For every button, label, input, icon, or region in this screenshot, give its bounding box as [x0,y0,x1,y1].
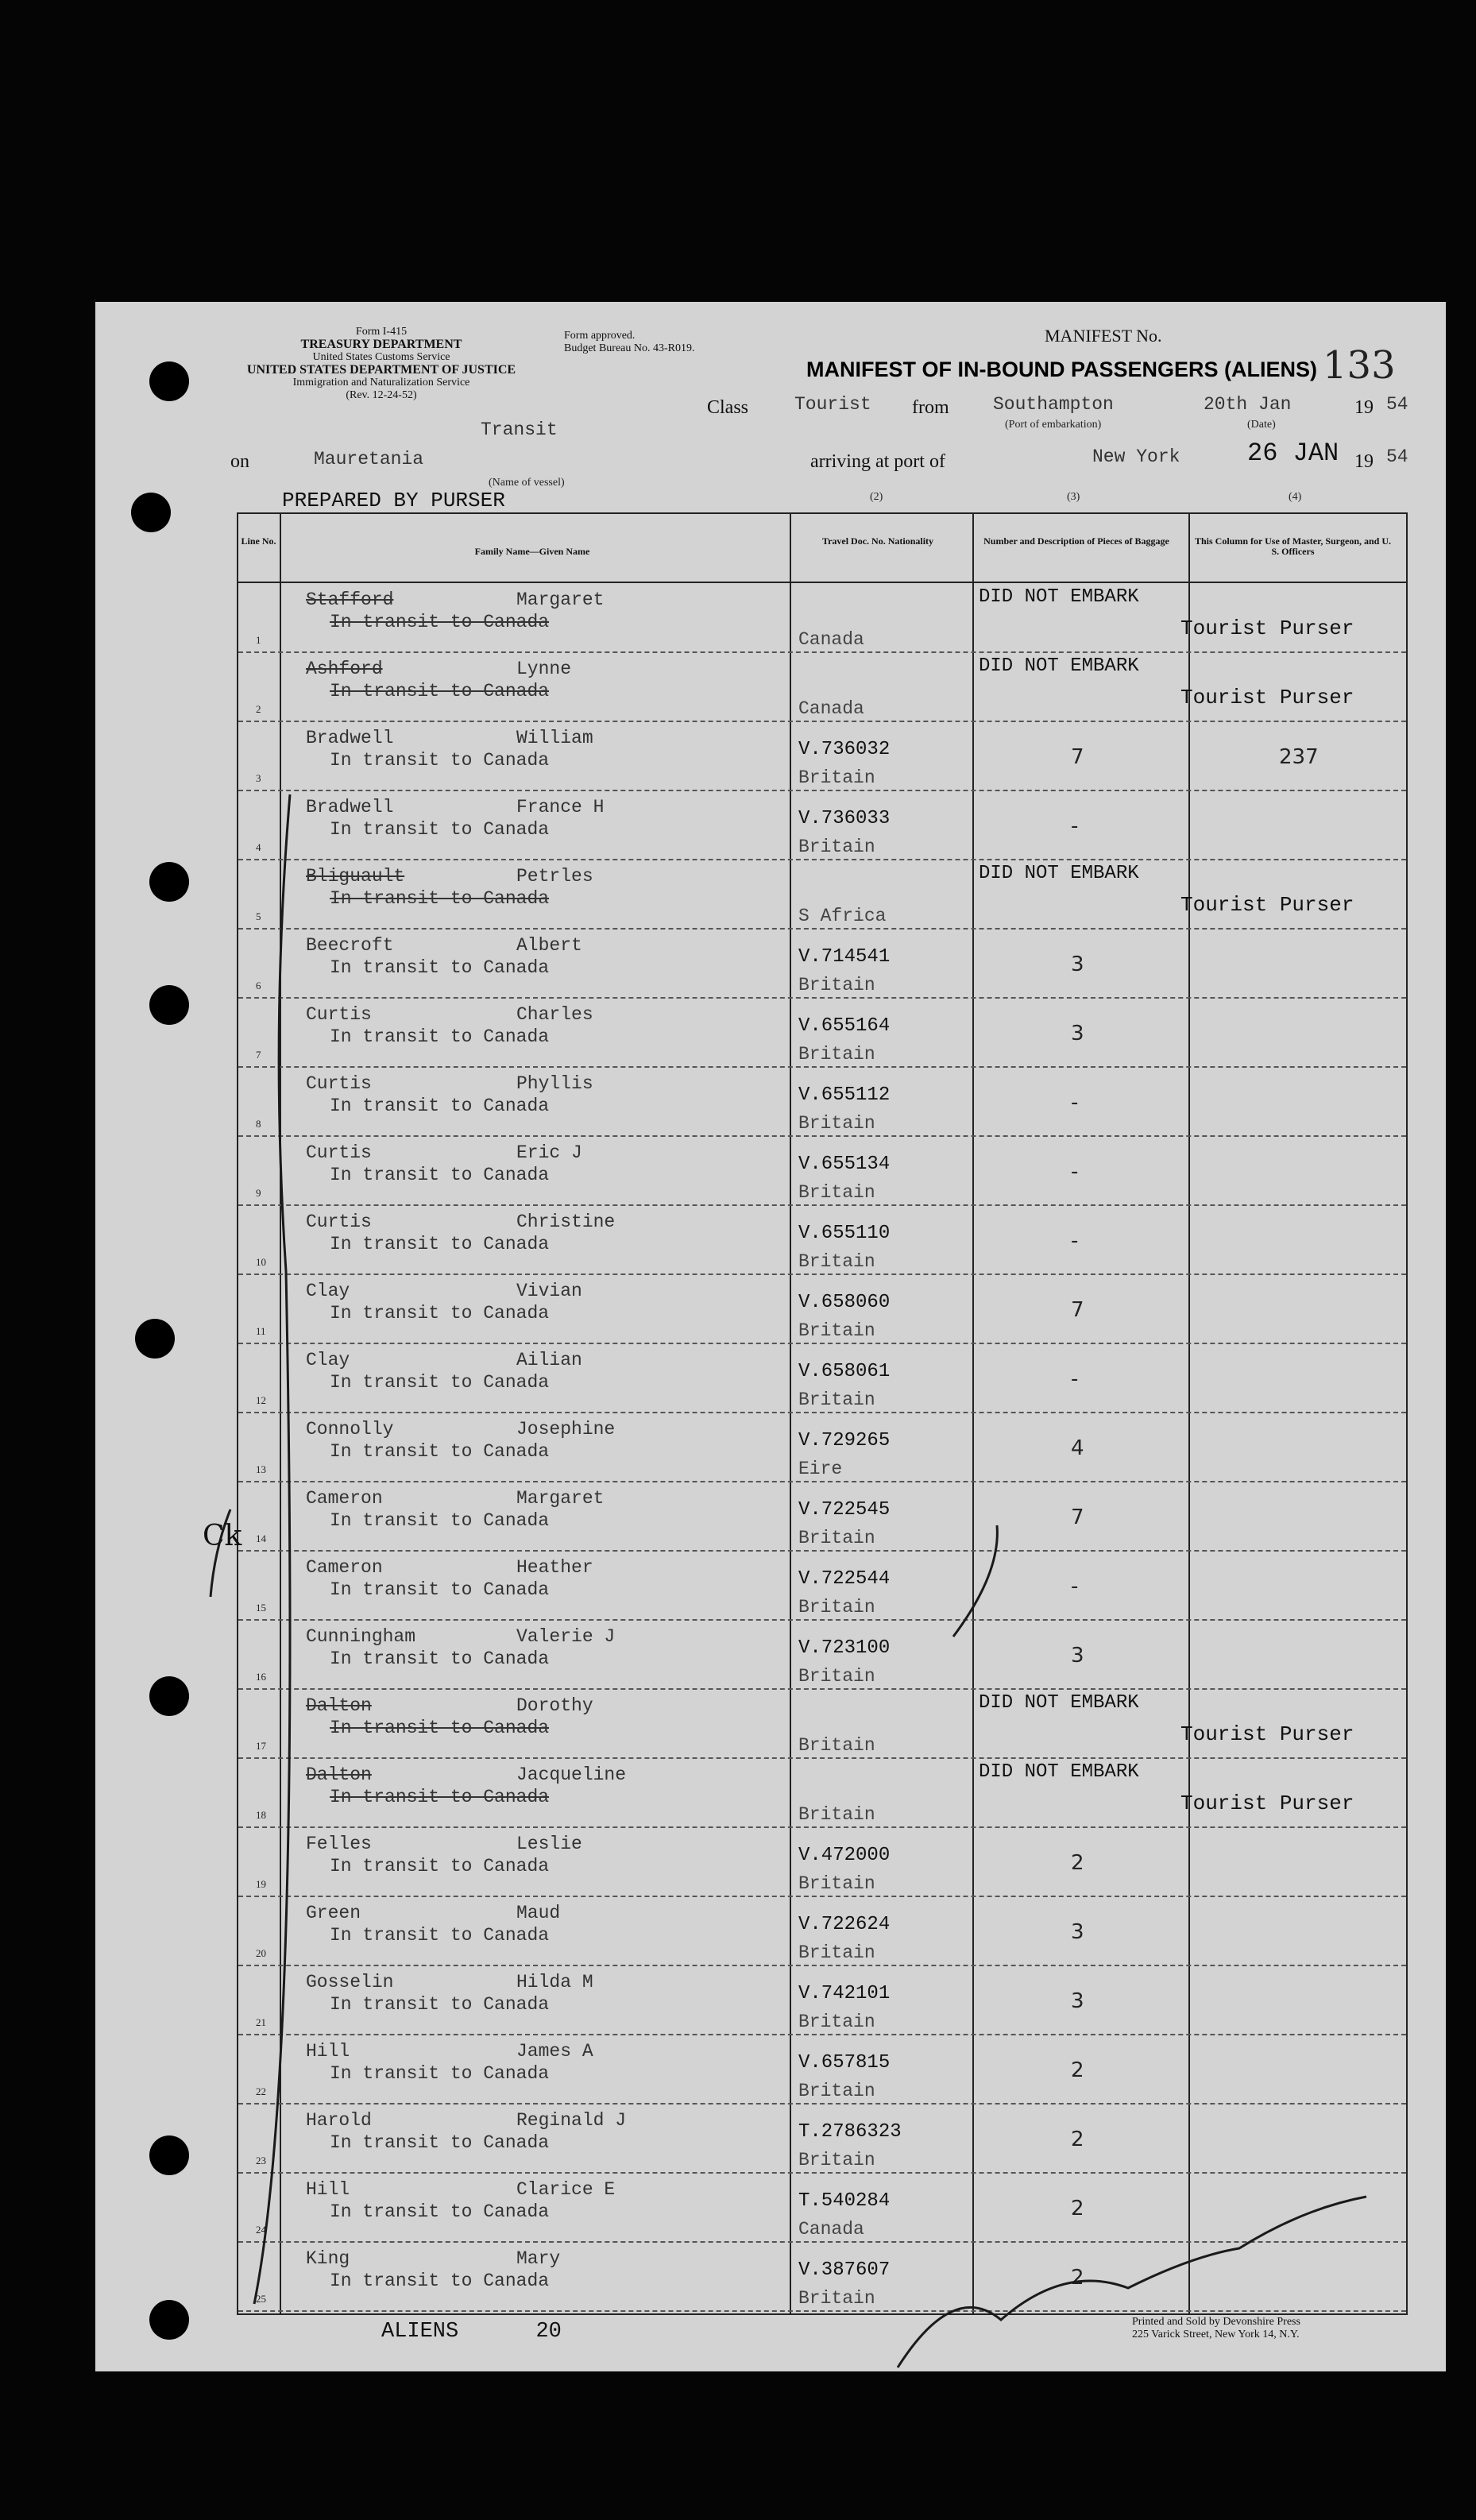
given-name: Valerie J [516,1626,616,1647]
vessel-name: Mauretania [314,449,424,470]
did-not-embark: DID NOT EMBARK [979,1692,1139,1714]
table-row [238,1551,1406,1619]
nationality: S Africa [798,906,887,926]
officer-note: Tourist Purser [1180,893,1354,917]
did-not-embark: DID NOT EMBARK [979,863,1139,884]
transit-note: In transit to Canada [330,1856,550,1876]
family-name: Bradwell [306,797,394,817]
transit-note: In transit to Canada [330,1234,550,1254]
nationality: Canada [798,698,864,719]
given-name: Eric J [516,1142,582,1163]
table-row [238,1205,1406,1274]
col-header-name: Family Name—Given Name [474,546,590,557]
family-name: Felles [306,1834,372,1854]
family-name: Clay [306,1350,350,1370]
given-name: Josephine [516,1419,616,1440]
col-header-doc: Travel Doc. No. Nationality [821,535,934,547]
ck-mark: Ck [203,1520,242,1552]
year-prefix: 19 [1354,397,1374,418]
nationality: Britain [798,2150,875,2170]
travel-doc-number: V.387607 [798,2259,891,2281]
arrival-port: New York [1092,446,1180,467]
travel-doc-number: T.2786323 [798,2121,902,2143]
given-name: Jacqueline [516,1764,627,1785]
baggage-count: 2 [1071,2197,1084,2220]
binder-hole [135,1319,175,1359]
column-number-4: (4) [1289,491,1302,503]
nationality: Britain [798,2081,875,2101]
line-number: 5 [256,910,261,922]
given-name: Mary [516,2248,561,2269]
line-number: 1 [256,634,261,646]
nationality: Canada [798,629,864,650]
given-name: William [516,728,593,748]
nationality: Britain [798,1666,875,1687]
baggage-count: - [1071,1575,1079,1598]
officer-note: Tourist Purser [1180,1722,1354,1746]
table-row [238,1827,1406,1896]
arriving-label: arriving at port of [810,451,945,472]
transit-note: In transit to Canada [330,1648,550,1669]
col-header-officers: This Column for Use of Master, Surgeon, and U. S. Officers [1194,535,1392,557]
family-name: Connolly [306,1419,394,1440]
family-name: King [306,2248,350,2269]
transit-note: In transit to Canada [330,750,550,771]
given-name: Margaret [516,1488,605,1509]
given-name: Petrles [516,866,593,887]
line-number: 12 [256,1394,266,1406]
given-name: Reginald J [516,2110,627,2131]
binder-hole [149,2300,189,2340]
nationality: Britain [798,1597,875,1618]
baggage-count: 7 [1071,1505,1084,1529]
nationality: Britain [798,1113,875,1134]
table-row [238,652,1406,721]
on-label: on [230,451,249,472]
transit-note: In transit to Canada [330,888,550,909]
given-name: Hilda M [516,1972,593,1992]
baggage-count: - [1071,1091,1079,1115]
officer-note: Tourist Purser [1180,1791,1354,1815]
line-number: 9 [256,1187,261,1199]
table-row [238,1482,1406,1550]
table-row [238,583,1406,651]
did-not-embark: DID NOT EMBARK [979,655,1139,677]
line-number: 18 [256,1809,266,1821]
given-name: Lynne [516,659,572,679]
baggage-count: 2 [1071,2128,1084,2151]
given-name: Heather [516,1557,593,1578]
nationality: Britain [798,1735,875,1756]
table-row [238,2242,1406,2310]
travel-doc-number: V.736032 [798,739,891,760]
nationality: Britain [798,1804,875,1825]
table-row [238,929,1406,997]
nationality: Britain [798,1942,875,1963]
table-row [238,2035,1406,2103]
table-row [238,1136,1406,1204]
treasury-dept: TREASURY DEPARTMENT [300,338,462,351]
line-number: 3 [256,772,261,784]
port-of-embarkation: Southampton [993,394,1114,415]
transit-note: In transit to Canada [330,1372,550,1393]
officer-note: Tourist Purser [1180,686,1354,709]
nationality: Britain [798,1873,875,1894]
travel-doc-number: V.655110 [798,1223,891,1244]
baggage-count: - [1071,1229,1079,1253]
budget-bureau-line: Budget Bureau No. 43-R019. [564,342,695,354]
transit-note: In transit to Canada [330,1787,550,1807]
line-number: 23 [256,2155,266,2166]
baggage-count: 3 [1071,1644,1084,1668]
from-label: from [912,397,949,418]
year2-value: 54 [1386,446,1408,467]
family-name: Dalton [306,1764,372,1785]
family-name: Stafford [306,589,394,610]
line-number: 7 [256,1049,261,1061]
justice-dept: UNITED STATES DEPARTMENT OF JUSTICE [246,363,516,377]
family-name: Harold [306,2110,372,2131]
given-name: Charles [516,1004,593,1025]
travel-doc-number: V.655134 [798,1154,891,1175]
aliens-total [381,2320,562,2344]
col-header-baggage: Number and Description of Pieces of Baggage [983,535,1169,547]
binder-hole [149,1676,189,1716]
line-number: 16 [256,1671,266,1683]
transit-note: In transit to Canada [330,2201,550,2222]
given-name: Christine [516,1212,616,1232]
binder-hole [149,862,189,902]
travel-doc-number: V.736033 [798,808,891,829]
transit-note: In transit to Canada [330,1718,550,1738]
column-number-3: (3) [1067,491,1080,503]
transit-note: In transit to Canada [330,1441,550,1462]
given-name: Ailian [516,1350,582,1370]
line-number: 4 [256,841,261,853]
given-name: Clarice E [516,2179,616,2200]
travel-doc-number: V.729265 [798,1430,891,1451]
baggage-count: 7 [1071,745,1084,769]
family-name: Cameron [306,1488,383,1509]
family-name: Bliguault [306,866,405,887]
embark-date: 20th Jan [1204,394,1292,415]
family-name: Beecroft [306,935,394,956]
baggage-count: - [1071,1367,1079,1391]
nationality: Britain [798,1528,875,1548]
row-divider [238,2310,1406,2312]
printer-line-1: Printed and Sold by Devonshire Press [1132,2316,1300,2328]
passenger-table [237,512,1408,2315]
officer-note: 237 [1279,745,1319,769]
line-number: 15 [256,1602,266,1614]
line-number: 14 [256,1532,266,1544]
table-row [238,2173,1406,2241]
transit-note: In transit to Canada [330,819,550,840]
baggage-count: 2 [1071,2266,1084,2290]
line-number: 10 [256,1256,266,1268]
line-number: 25 [256,2293,266,2305]
transit-note: In transit to Canada [330,1510,550,1531]
form-revision: (Rev. 12-24-52) [346,389,417,401]
nationality: Britain [798,837,875,857]
printer-line-2: 225 Varick Street, New York 14, N.Y. [1132,2329,1300,2340]
family-name: Curtis [306,1004,372,1025]
transit-note: In transit to Canada [330,2132,550,2153]
line-number: 20 [256,1947,266,1959]
family-name: Curtis [306,1073,372,1094]
aliens-label: ALIENS [381,2320,459,2344]
year2-prefix: 19 [1354,451,1374,472]
table-row [238,1620,1406,1688]
line-number: 8 [256,1118,261,1130]
transit-note: Transit [481,419,558,440]
family-name: Hill [306,2041,350,2062]
baggage-count: 4 [1071,1436,1084,1460]
travel-doc-number: V.657815 [798,2052,891,2074]
table-row [238,1343,1406,1412]
line-number: 24 [256,2224,266,2236]
given-name: Vivian [516,1281,582,1301]
family-name: Curtis [306,1212,372,1232]
nationality: Britain [798,2288,875,2309]
line-number: 11 [256,1325,266,1337]
family-name: Curtis [306,1142,372,1163]
form-approval [564,330,694,355]
family-name: Clay [306,1281,350,1301]
nationality: Britain [798,1251,875,1272]
table-row [238,1274,1406,1343]
baggage-count: 2 [1071,1851,1084,1875]
transit-note: In transit to Canada [330,1096,550,1116]
column-number-2: (2) [870,491,883,503]
col-header-line-no: Line No. [241,535,276,547]
family-name: Bradwell [306,728,394,748]
binder-hole [149,2135,189,2175]
aliens-count: 20 [535,2320,562,2344]
travel-doc-number: V.723100 [798,1637,891,1659]
nationality: Britain [798,1389,875,1410]
table-row [238,1413,1406,1481]
baggage-count: 3 [1071,953,1084,976]
travel-doc-number: V.722545 [798,1499,891,1521]
travel-doc-number: T.540284 [798,2190,891,2212]
year-value: 54 [1386,394,1408,415]
given-name: Dorothy [516,1695,593,1716]
given-name: Phyllis [516,1073,593,1094]
given-name: France H [516,797,605,817]
table-row [238,1965,1406,2034]
baggage-count: - [1071,1160,1079,1184]
table-row [238,2104,1406,2172]
travel-doc-number: V.658061 [798,1361,891,1382]
family-name: Green [306,1903,361,1923]
manifest-number-label: MANIFEST No. [1045,326,1162,346]
table-row [238,1689,1406,1757]
class-value: Tourist [794,394,871,415]
family-name: Gosselin [306,1972,394,1992]
line-number: 17 [256,1740,266,1752]
given-name: James A [516,2041,593,2062]
travel-doc-number: V.472000 [798,1845,891,1866]
line-number: 2 [256,703,261,715]
nationality: Britain [798,975,875,995]
given-name: Margaret [516,589,605,610]
binder-hole [131,493,171,532]
nationality: Britain [798,1044,875,1065]
nationality: Britain [798,767,875,788]
class-label: Class [707,397,749,418]
given-name: Albert [516,935,582,956]
nationality: Eire [798,1459,843,1479]
transit-note: In transit to Canada [330,612,550,632]
officer-note: Tourist Purser [1180,616,1354,640]
customs-service: United States Customs Service [312,351,450,363]
table-row [238,1067,1406,1135]
family-name: Hill [306,2179,350,2200]
table-row [238,1896,1406,1965]
travel-doc-number: V.722624 [798,1914,891,1935]
did-not-embark: DID NOT EMBARK [979,1761,1139,1783]
date-caption: (Date) [1247,419,1276,431]
table-row [238,790,1406,859]
transit-note: In transit to Canada [330,1925,550,1946]
given-name: Leslie [516,1834,582,1854]
nationality: Britain [798,2012,875,2032]
transit-note: In transit to Canada [330,2271,550,2291]
table-row [238,1758,1406,1826]
line-number: 22 [256,2085,266,2097]
transit-note: In transit to Canada [330,1026,550,1047]
transit-note: In transit to Canada [330,681,550,702]
form-agency-block [175,326,588,402]
nationality: Britain [798,1320,875,1341]
travel-doc-number: V.655112 [798,1084,891,1106]
family-name: Cameron [306,1557,383,1578]
family-name: Dalton [306,1695,372,1716]
transit-note: In transit to Canada [330,1579,550,1600]
baggage-count: 3 [1071,1989,1084,2013]
line-number: 21 [256,2016,266,2028]
manifest-number: 133 [1323,343,1396,388]
travel-doc-number: V.714541 [798,946,891,968]
table-row [238,721,1406,790]
transit-note: In transit to Canada [330,1165,550,1185]
line-number: 19 [256,1878,266,1890]
baggage-count: 2 [1071,2058,1084,2082]
baggage-count: 3 [1071,1022,1084,1045]
nationality: Canada [798,2219,864,2240]
transit-note: In transit to Canada [330,1303,550,1324]
arrival-date: 26 JAN [1247,439,1339,468]
table-row [238,998,1406,1066]
approved-line: Form approved. [564,330,636,342]
ins-service: Immigration and Naturalization Service [292,377,470,388]
vessel-caption: (Name of vessel) [489,477,565,489]
printer-imprint [1132,2316,1300,2341]
travel-doc-number: V.658060 [798,1292,891,1313]
line-number: 6 [256,980,261,991]
table-row [238,860,1406,928]
form-number: Form I-415 [355,326,408,338]
baggage-count: - [1071,814,1079,838]
given-name: Maud [516,1903,561,1923]
transit-note: In transit to Canada [330,957,550,978]
travel-doc-number: V.742101 [798,1983,891,2004]
prepared-by: PREPARED BY PURSER [282,489,505,512]
port-embarkation-caption: (Port of embarkation) [1005,419,1102,431]
travel-doc-number: V.655164 [798,1015,891,1037]
baggage-count: 3 [1071,1920,1084,1944]
did-not-embark: DID NOT EMBARK [979,586,1139,608]
document-title: MANIFEST OF IN-BOUND PASSENGERS (ALIENS) [806,358,1318,381]
line-number: 13 [256,1463,266,1475]
nationality: Britain [798,1182,875,1203]
transit-note: In transit to Canada [330,1994,550,2015]
travel-doc-number: V.722544 [798,1568,891,1590]
family-name: Cunningham [306,1626,416,1647]
baggage-count: 7 [1071,1298,1084,1322]
family-name: Ashford [306,659,383,679]
transit-note: In transit to Canada [330,2063,550,2084]
binder-hole [149,985,189,1025]
